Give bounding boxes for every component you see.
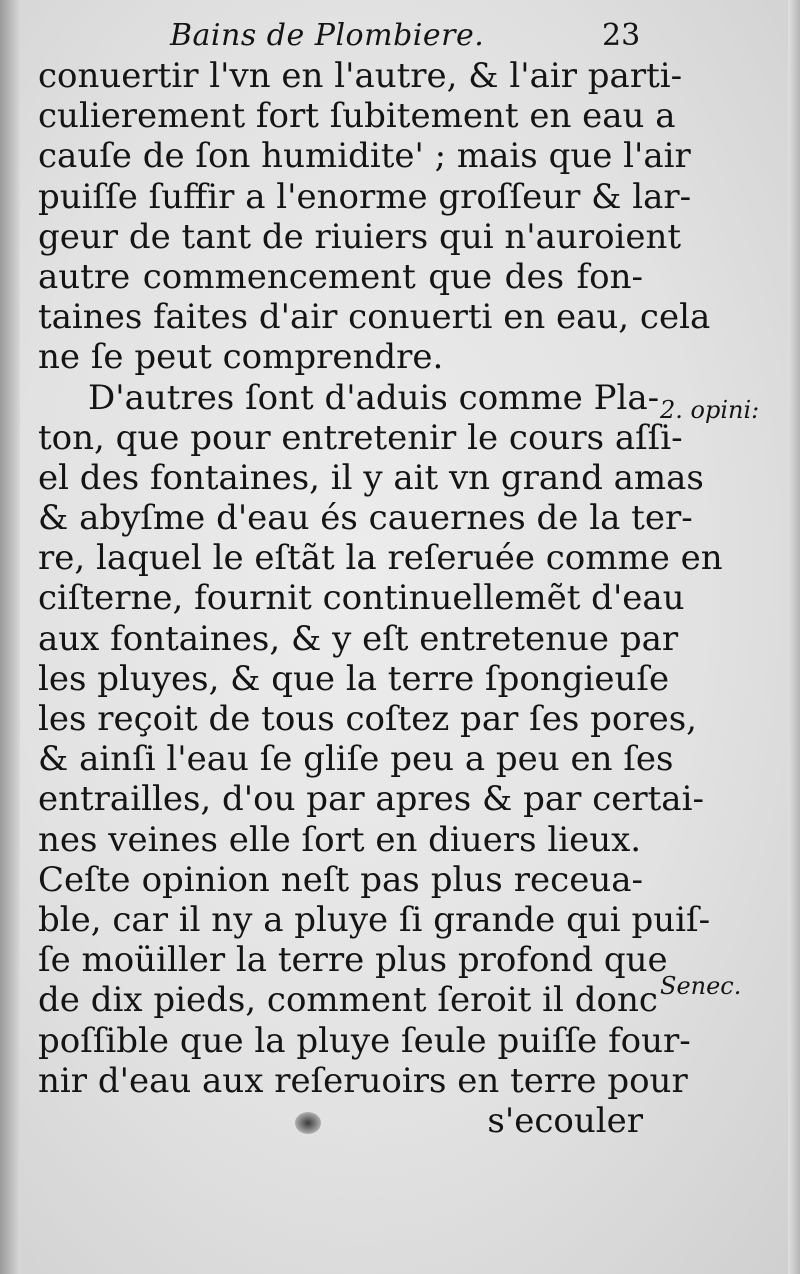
text-line: les reçoit de tous coſtez par ſes pores, xyxy=(38,699,697,739)
text-line: ciſterne, fournit continuellemẽt d'eau xyxy=(38,578,685,619)
text-line: el des fontaines, il y ait vn grand amas xyxy=(38,457,704,498)
text-line: & abyſme d'eau és cauernes de la ter- xyxy=(38,498,693,539)
text-line: ſe moüiller la terre plus profond que xyxy=(38,940,668,981)
text-line: re, laquel le eſtãt la reſeruée comme en xyxy=(38,538,723,579)
text-line: cauſe de ſon humidite' ; mais que l'air xyxy=(38,136,691,177)
text-line: taines faites d'air conuerti en eau, cela xyxy=(38,297,711,338)
text-line: geur de tant de riuiers qui n'auroient xyxy=(38,216,682,257)
text-line: entrailles, d'ou par apres & par certai- xyxy=(38,779,704,820)
ink-blot xyxy=(295,1112,321,1134)
text-line: conuertir l'vn en l'autre, & l'air parti- xyxy=(38,56,683,96)
text-line: ble, car il ny a pluye ſi grande qui puiſ- xyxy=(38,899,711,940)
catchword: s'ecouler xyxy=(487,1100,643,1141)
text-line: aux fontaines, & y eſt entretenue par xyxy=(38,618,679,659)
text-line: culierement fort ſubitement en eau a xyxy=(38,96,676,137)
text-line: nir d'eau aux reſeruoirs en terre pour xyxy=(38,1060,688,1101)
text-line: poſſible que la pluye ſeule puiſſe four- xyxy=(38,1020,691,1061)
text-line: puiſſe ſuffir a l'enorme groſſeur & lar- xyxy=(38,176,692,217)
page-header xyxy=(0,12,800,56)
text-line: les pluyes, & que la terre ſpongieuſe xyxy=(38,658,670,699)
text-line: de dix pieds, comment ſeroit il donc xyxy=(38,980,658,1021)
text-line: D'autres ſont d'aduis comme Pla- xyxy=(88,377,660,418)
page-gutter-shadow xyxy=(0,0,20,1274)
text-line: ne ſe peut comprendre. xyxy=(38,337,444,378)
margin-note-opinion: 2. opini: xyxy=(660,396,760,424)
page-number: 23 xyxy=(602,18,641,53)
text-line: nes veines elle ſort en diuers lieux. xyxy=(38,819,642,860)
page-edge-shadow xyxy=(788,0,800,1274)
text-line: & ainſi l'eau ſe gliſe peu a peu en ſes xyxy=(38,739,674,780)
margin-note-seneca: Senec. xyxy=(660,972,742,1000)
text-line: Ceſte opinion neſt pas plus receua- xyxy=(38,859,643,900)
text-line: autre commencement que des fon- xyxy=(38,256,643,297)
text-line: ton, que pour entretenir le cours aſſi- xyxy=(38,417,683,458)
running-title: Bains de Plombiere. xyxy=(170,18,485,53)
